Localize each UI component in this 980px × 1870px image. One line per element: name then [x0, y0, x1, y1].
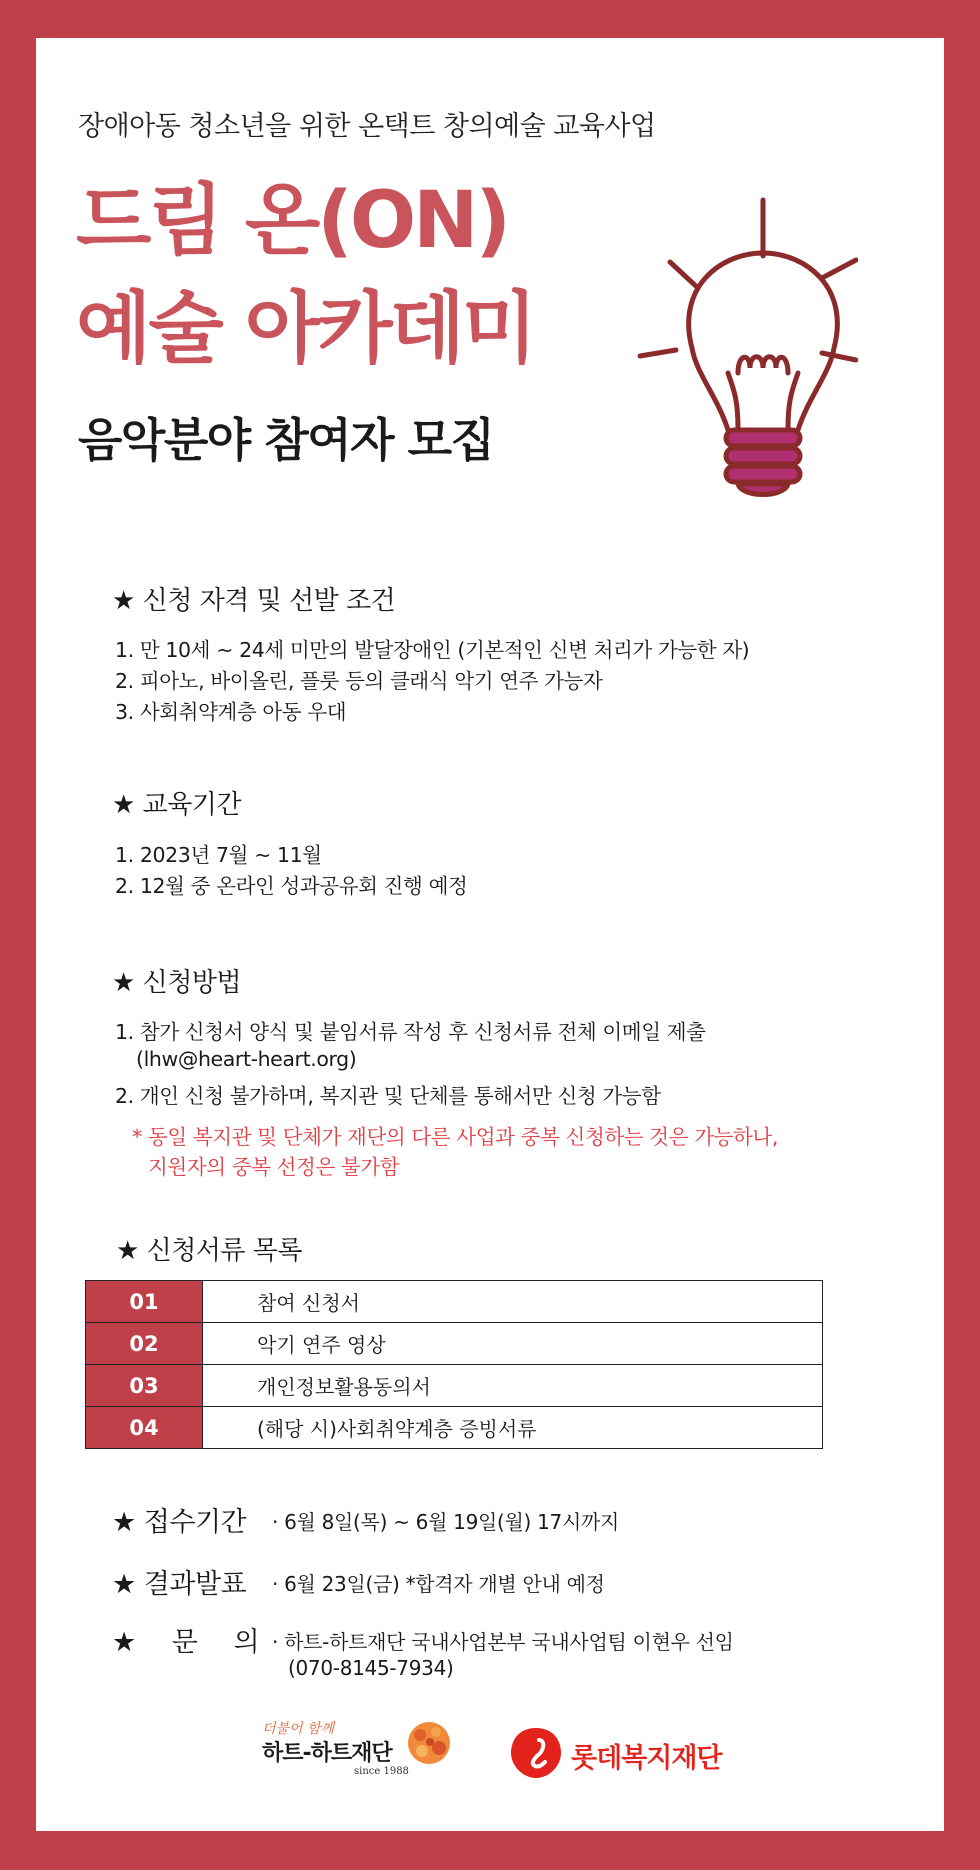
table-row: [86, 1323, 823, 1365]
qualification-item-2: 2. 피아노, 바이올린, 플룻 등의 클래식 악기 연주 가능자: [115, 669, 603, 693]
contact-value-2: (070-8145-7934): [288, 1656, 454, 1680]
row-number: 03: [86, 1365, 203, 1407]
heart-heart-logo: [224, 1718, 454, 1788]
row-number: 04: [86, 1407, 203, 1449]
qualification-heading: ★ 신청 자격 및 선발 조건: [112, 586, 396, 616]
row-document: 개인정보활용동의서: [203, 1365, 823, 1407]
period-item-2: 2. 12월 중 온라인 성과공유회 진행 예정: [115, 874, 468, 898]
bulb-base: [726, 430, 800, 495]
heart-mosaic-icon: [406, 1720, 452, 1766]
subtitle: 장애아동 청소년을 위한 온택트 창의예술 교육사업: [78, 111, 656, 142]
qualification-item-1: 1. 만 10세 ~ 24세 미만의 발달장애인 (기본적인 신변 처리가 가능한 자): [115, 638, 750, 662]
row-number: 01: [86, 1281, 203, 1323]
row-document: 참여 신청서: [203, 1281, 823, 1323]
period-heading: ★ 교육기간: [112, 790, 242, 820]
reception-label: ★ 접수기간: [112, 1507, 247, 1538]
lotte-welfare-logo: [475, 1720, 735, 1784]
hh-slogan: 더불어 함께: [262, 1721, 335, 1737]
table-row: [86, 1407, 823, 1449]
recruit-heading: 음악분야 참여자 모집: [78, 413, 494, 467]
contact-label: ★ 문 의: [112, 1627, 260, 1658]
lightbulb-icon: [588, 158, 858, 508]
method-note-2: 지원자의 중복 선정은 불가함: [148, 1155, 400, 1179]
method-email: (lhw@heart-heart.org): [136, 1047, 357, 1071]
row-document: (해당 시)사회취약계층 증빙서류: [203, 1407, 823, 1449]
documents-heading: ★ 신청서류 목록: [116, 1236, 303, 1266]
method-note-1: * 동일 복지관 및 단체가 재단의 다른 사업과 중복 신청하는 것은 가능하나,: [132, 1125, 778, 1149]
method-heading: ★ 신청방법: [112, 968, 242, 998]
result-value: · 6월 23일(금) *합격자 개별 안내 예정: [272, 1572, 605, 1596]
method-item-1: 1. 참가 신청서 양식 및 붙임서류 작성 후 신청서류 전체 이메일 제출: [115, 1020, 706, 1044]
lotte-name: 롯데복지재단: [571, 1743, 722, 1774]
period-item-1: 1. 2023년 7월 ~ 11월: [115, 843, 322, 867]
result-label: ★ 결과발표: [112, 1569, 247, 1600]
title-line-2: 예술 아카데미: [76, 284, 535, 374]
documents-table: [85, 1280, 823, 1449]
row-number: 02: [86, 1323, 203, 1365]
title-line-1: 드림 온(ON): [76, 176, 509, 266]
contact-value-1: · 하트-하트재단 국내사업본부 국내사업팀 이현우 선임: [272, 1630, 734, 1654]
table-row: [86, 1365, 823, 1407]
hh-name: 하트-하트재단: [262, 1741, 392, 1766]
reception-value: · 6월 8일(목) ~ 6월 19일(월) 17시까지: [272, 1510, 620, 1534]
method-item-2: 2. 개인 신청 불가하며, 복지관 및 단체를 통해서만 신청 가능함: [115, 1084, 661, 1108]
qualification-item-3: 3. 사회취약계층 아동 우대: [115, 700, 347, 724]
row-document: 악기 연주 영상: [203, 1323, 823, 1365]
hh-since: since 1988: [354, 1766, 409, 1777]
table-row: [86, 1281, 823, 1323]
lotte-emblem-icon: [509, 1726, 563, 1780]
